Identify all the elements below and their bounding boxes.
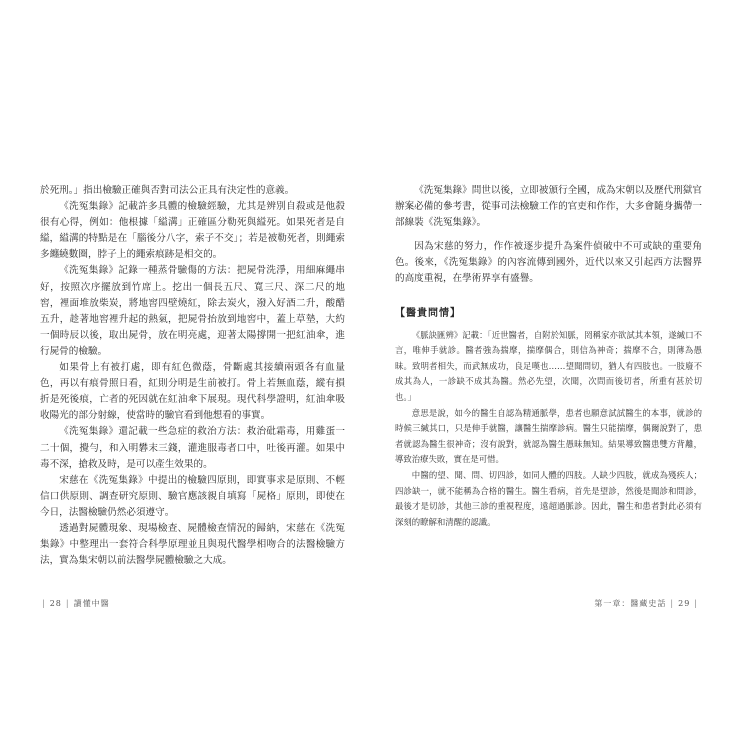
sidebar-box: [395, 328, 702, 531]
footer-divider: |: [694, 599, 698, 608]
left-page-body: [40, 183, 345, 569]
footer-divider: |: [65, 599, 70, 608]
right-paragraph-2: 因為宋慈的努力，作作被逐步提升為案件偵破中不可或缺的重要角色。後來，《洗冤集錄》的內容流傳到國外，近代以來又引起西方法醫界的高度重視，在學術界享有盛譽。: [395, 241, 702, 285]
footer-divider: |: [670, 599, 675, 608]
box-paragraph-2: 意思是說，如今的醫生自認為精通脈學，患者也願意試試醫生的本事，就診的時候三緘其口，只是伸手就醫，讓醫生揣摩診病。醫生只能揣摩，偶爾說對了，患者就認為醫生很神奇；沒有說對，就認為醫生愚昧無知。結果導致醫患雙方背離，導致治療失敗，實在是可惜。: [395, 407, 702, 465]
right-paragraph-1: 《洗冤集錄》問世以後，立即被頒行全國，成為宋朝以及歷代刑獄官辦案必備的參考書，從事司法檢驗工作的官吏和作作，大多會隨身攜帶一部線裝《洗冤集錄》。: [395, 185, 702, 229]
left-paragraph-7: 透過對屍體現象、現場檢查、屍體檢查情況的歸納，宋慈在《洗冤集錄》中整理出一套符合科學原理並且與現代醫學相吻合的法醫檢驗方法，實為集宋朝以前法醫學屍體檢驗之大成。: [40, 522, 345, 567]
right-page-body: [395, 183, 702, 530]
sidebar-box-title: 【醫貴問情】: [395, 307, 461, 319]
left-paragraph-4: 如果骨上有被打處，即有紅色微蔭，骨斷處其接續兩頭各有血量色，再以有痕骨照日看，紅則分明是生前被打。骨上若無血蔭，縱有損折是死後痕，亡者的死因就在紅油傘下展現。現代科學證明，紅油傘吸收陽光的部分射線，使當時的驗官看到他想看的事實。: [40, 362, 345, 422]
footer-divider: |: [42, 599, 46, 608]
book-title: 讀懂中醫: [73, 599, 110, 608]
page-number: 28: [49, 599, 62, 608]
right-footer: [594, 598, 702, 609]
left-footer: [38, 598, 110, 609]
box-paragraph-3: 中醫的望、聞、問、切四診，如同人體的四肢。人缺少四肢，就成為殘疾人；四診缺一，就不能稱為合格的醫生。醫生看病，首先是望診，然後是聞診和問診，最後才是切診，其他三診的重視程度，遠超過脈診。因此，醫生和患者對此必須有深刻的瞭解和清醒的認識。: [395, 470, 702, 527]
right-page: [375, 0, 750, 750]
left-paragraph-1: 於死刑。」指出檢驗正確與否對司法公正具有決定性的意義。: [40, 185, 295, 196]
left-paragraph-6: 宋慈在《洗冤集錄》中提出的檢驗四原則，即實事求是原則、不輕信口供原則、調查研究原則、驗官應該親自填寫「屍格」原則，即使在今日，法醫檢驗仍然必須遵守。: [40, 474, 345, 518]
chapter-title: 第一章：醫藏史話: [594, 599, 667, 608]
left-paragraph-5: 《洗冤集錄》還記載一些急症的救治方法：救治砒霜毒，用雞蛋一二十個，攪勻，和入明礬末三錢，灌進服毒者口中，吐後再灌。如果中毒不深，搶救及時，是可以產生效果的。: [40, 426, 345, 470]
left-paragraph-2: 《洗冤集錄》記載許多具體的檢驗經驗，尤其是辨別自殺或是他殺很有心得，例如：他根據「縊溝」正確區分勒死與縊死。如果死者是自縊，縊溝的特點是在「腦後分八字，索子不交」；若是被勒死者，則繩索多纏繞數圈，脖子上的繩索痕跡是相交的。: [40, 201, 345, 261]
left-paragraph-3: 《洗冤集錄》記錄一種蒸骨驗傷的方法：把屍骨洗淨，用細麻繩串好，按照次序擺放到竹席上。挖出一個長五尺、寬三尺、深二尺的地窖，裡面堆放柴炭，將地窖四壁燒紅，除去炭火，潑入好酒二升，酸醋五升，趁著地窖裡升起的熱氣，把屍骨抬放到地窖中，蓋上草墊，大約一個時辰以後，取出屍骨，放在明亮處，迎著太陽撐開一把紅油傘，進行屍骨的檢驗。: [40, 265, 345, 357]
page-number: 29: [678, 599, 691, 608]
box-paragraph-1: 《脈訣匯辨》記載：「近世醫者，自附於知脈，罔稱家亦欲試其本領，遂緘口不言，唯伸手就診。醫者強為揣摩，揣摩偶合，則信為神奇；揣摩不合，則薄為愚昧。致明者相失，而武無成功，良足嘆也……望聞問切，猶人有四肢也。一肢廢不成其為人，一診缺不成其為醫。然必先望，次聞，次問而後切者，所重有甚於切也。」: [395, 329, 702, 403]
